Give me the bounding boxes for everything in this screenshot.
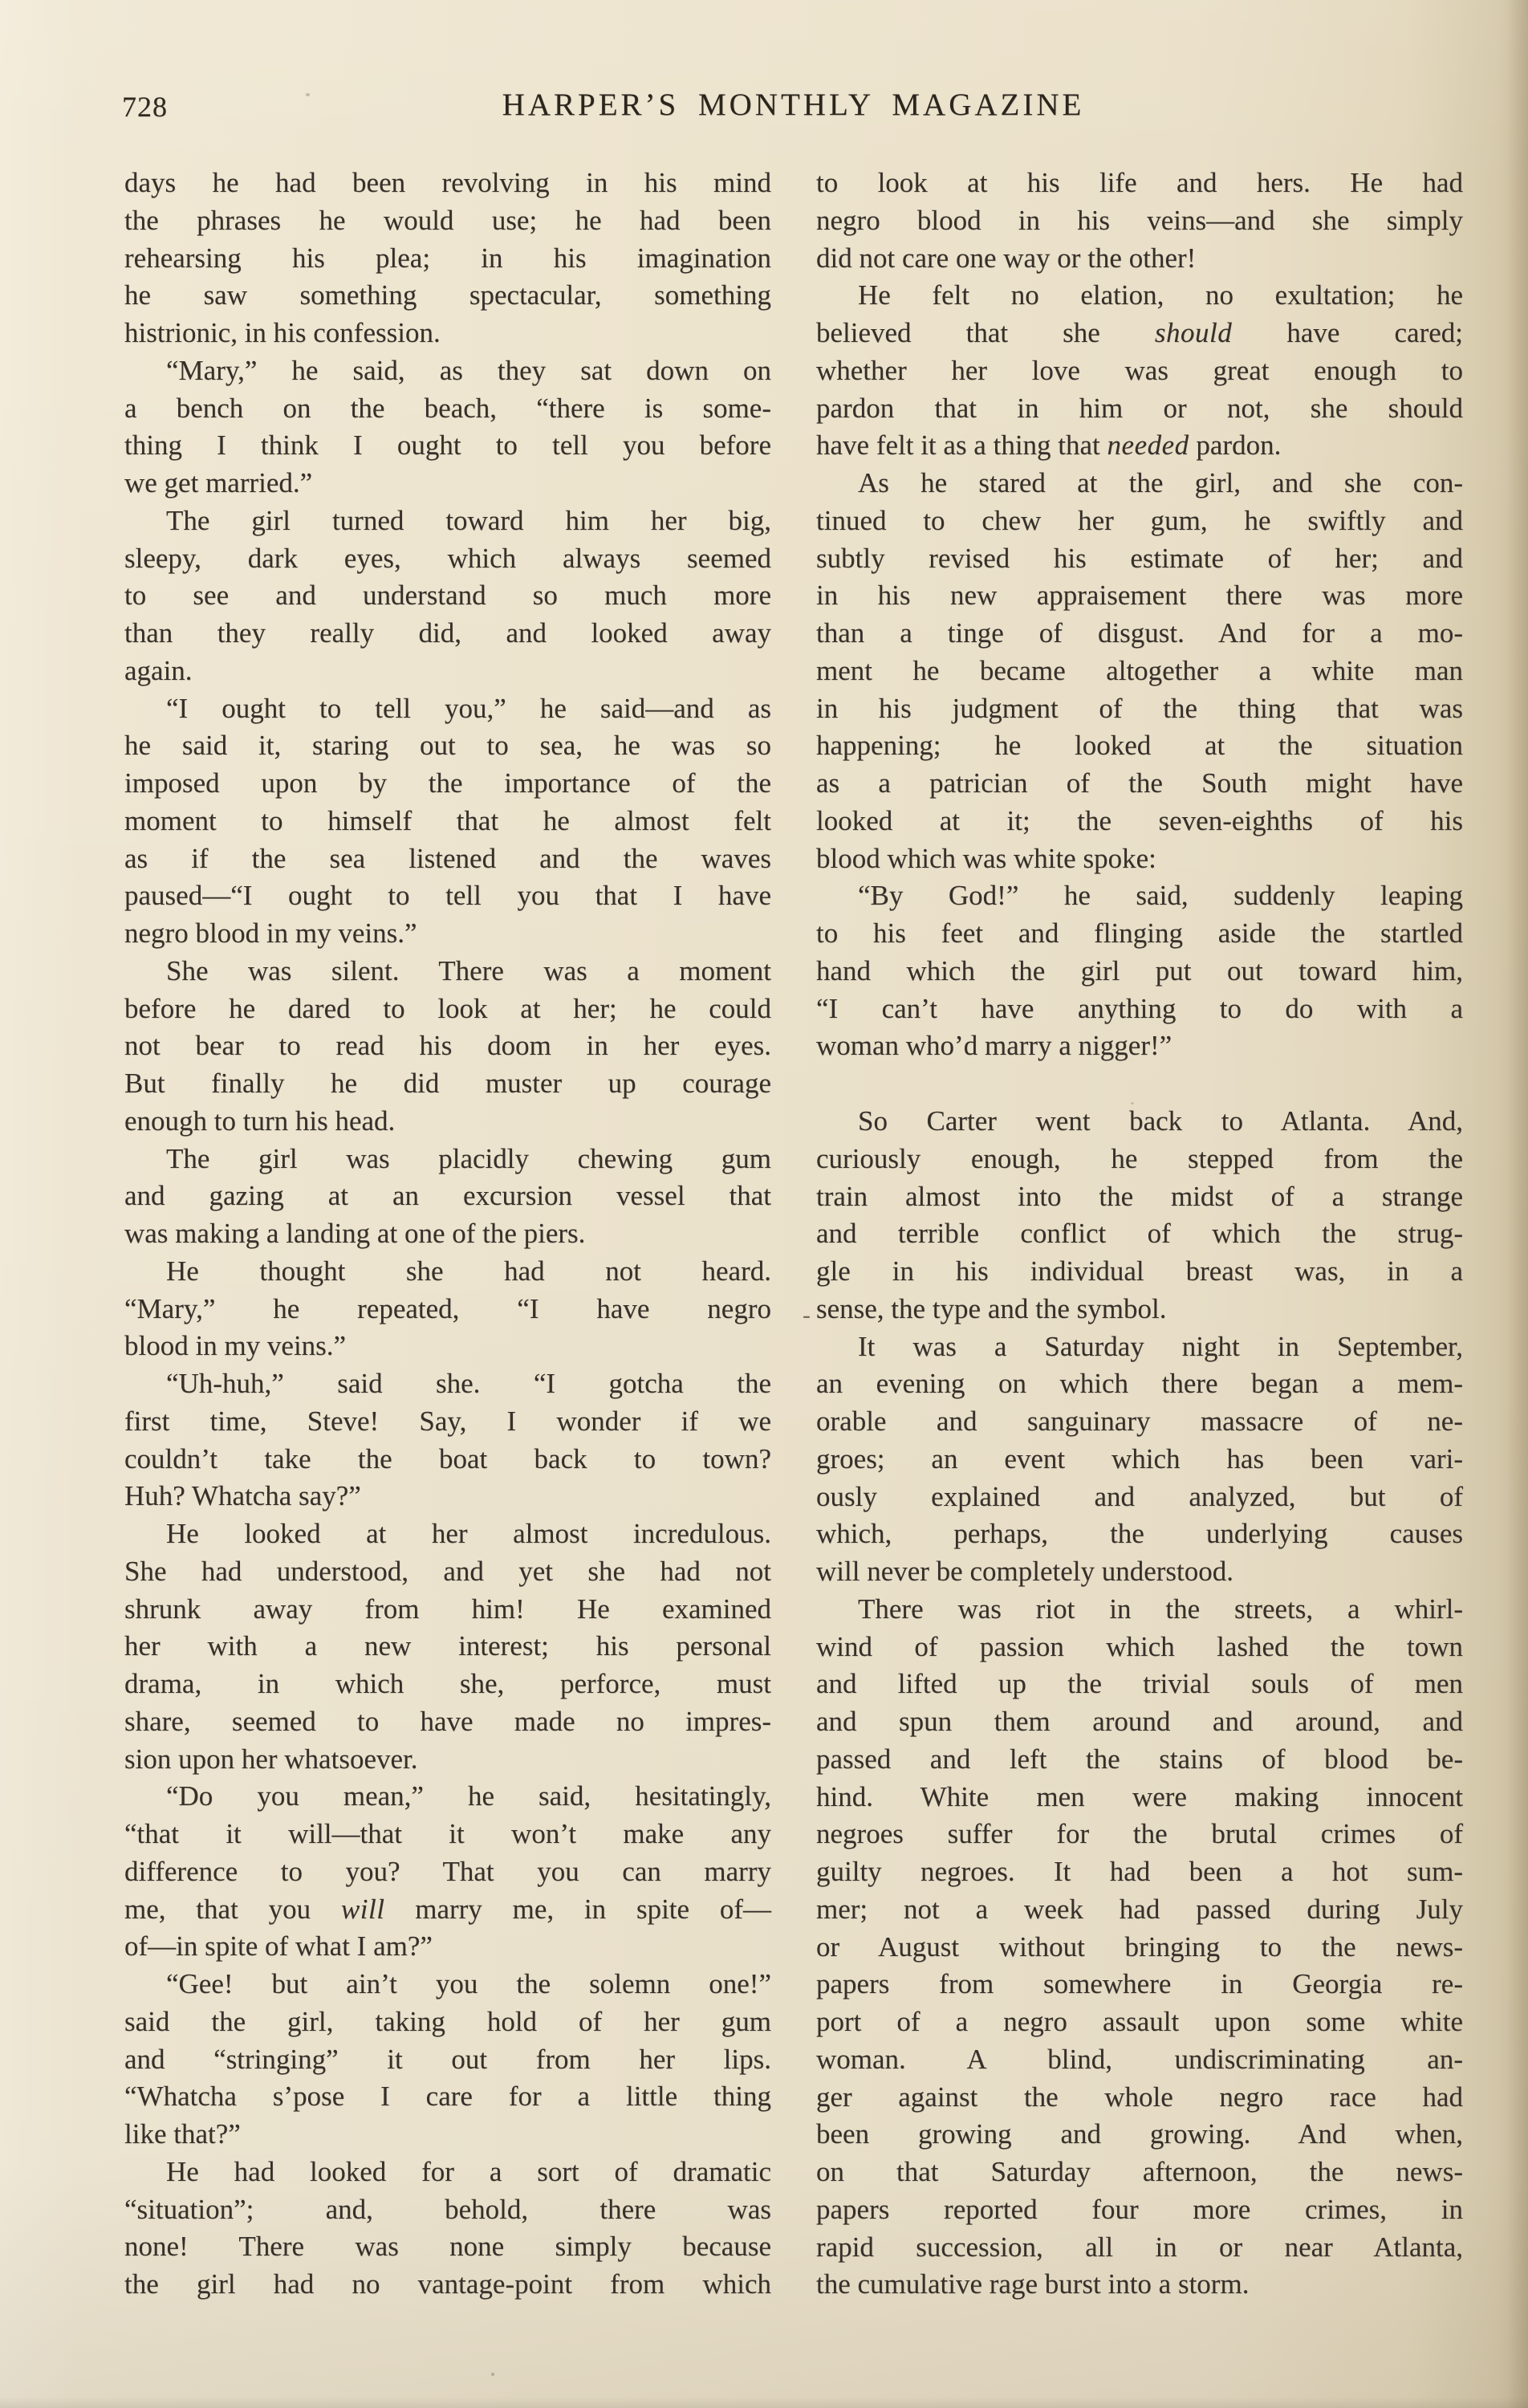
paragraph: [816, 1103, 1463, 1328]
text-line: “Uh-huh,” said she. “I gotcha the: [166, 1368, 771, 1399]
text-line: ment he became altogether a white man: [816, 654, 1463, 686]
text-line: rapid succession, all in or near Atlanta,: [816, 2231, 1463, 2263]
paragraph: [816, 1328, 1463, 1591]
paragraph: [124, 165, 771, 352]
text-line: enough to turn his head.: [124, 1104, 396, 1137]
paragraph: [816, 165, 1463, 277]
paragraph: [124, 1141, 771, 1253]
text-line: days he had been revolving in his mind: [124, 167, 771, 198]
text-line: been growing and growing. And when,: [816, 2118, 1463, 2150]
text-line: woman who’d marry a nigger!”: [816, 1030, 1172, 1062]
text-line: wind of passion which lashed the town: [816, 1630, 1463, 1662]
text-line: couldn’t take the boat back to town?: [124, 1442, 771, 1474]
text-line: me, that you will marry me, in spite of—: [124, 1893, 772, 1925]
page-edge-shadow: [1507, 0, 1528, 2408]
text-line: curiously enough, he stepped from the: [816, 1142, 1463, 1174]
text-line: drama, in which she, perforce, must: [124, 1668, 771, 1699]
text-line: and “stringing” it out from her lips.: [124, 2043, 771, 2075]
text-line: “I ought to tell you,” he said—and as: [166, 692, 771, 724]
text-line: imposed upon by the importance of the: [124, 767, 771, 799]
text-line: not bear to read his doom in her eyes.: [124, 1030, 771, 1062]
text-line: none! There was none simply because: [124, 2231, 771, 2263]
text-line: subtly revised his estimate of her; and: [816, 542, 1463, 574]
text-line: we get married.”: [124, 467, 313, 498]
text-line: of—in spite of what I am?”: [124, 1930, 433, 1963]
text-line: whether her love was great enough to: [816, 354, 1463, 386]
text-line: paused—“I ought to tell you that I have: [124, 880, 771, 912]
text-line: will never be completely understood.: [816, 1556, 1233, 1587]
text-line: her with a new interest; his personal: [124, 1630, 771, 1662]
text-line: and spun them around and around, and: [816, 1706, 1463, 1737]
text-line: in his judgment of the thing that was: [816, 692, 1463, 724]
text-line: The girl turned toward him her big,: [166, 504, 771, 536]
text-line: which, perhaps, the underlying causes: [816, 1518, 1463, 1550]
text-line: But finally he did muster up courage: [124, 1068, 771, 1099]
text-line: It was a Saturday night in September,: [858, 1330, 1463, 1362]
text-line: the girl had no vantage-point from which: [124, 2268, 771, 2300]
scan-artifact-dash: -: [803, 1302, 811, 1328]
text-line: first time, Steve! Say, I wonder if we: [124, 1405, 771, 1437]
text-line: than they really did, and looked away: [124, 617, 771, 649]
page-title: HARPER’S MONTHLY MAGAZINE: [502, 87, 1085, 122]
scan-speck: [1131, 1102, 1134, 1104]
text-line: happening; he looked at the situation: [816, 730, 1463, 762]
text-line: “By God!” he said, suddenly leaping: [858, 880, 1463, 912]
text-line: shrunk away from him! He examined: [124, 1592, 771, 1625]
scan-speck: [306, 93, 310, 96]
text-line: He thought she had not heard.: [166, 1255, 771, 1287]
text-line: before he dared to look at her; he could: [124, 992, 771, 1024]
text-line: moment to himself that he almost felt: [124, 804, 771, 836]
text-line: said the girl, taking hold of her gum: [124, 2005, 771, 2037]
paragraph: [124, 953, 771, 1141]
text-line: orable and sanguinary massacre of ne-: [816, 1405, 1463, 1437]
text-line: have felt it as a thing that needed pardon.: [816, 429, 1282, 462]
text-line: was making a landing at one of the piers.: [124, 1218, 586, 1249]
text-line: he said it, staring out to sea, he was so: [124, 730, 771, 762]
text-line: as a patrician of the South might have: [816, 767, 1463, 799]
text-line: negroes suffer for the brutal crimes of: [816, 1818, 1463, 1850]
text-line: a bench on the beach, “there is some-: [124, 392, 771, 424]
text-line: “Mary,” he repeated, “I have negro: [124, 1292, 771, 1324]
text-line: and gazing at an excursion vessel that: [124, 1180, 771, 1212]
paragraph: [816, 1591, 1463, 2304]
text-line: again.: [124, 654, 193, 686]
text-line: to his feet and flinging aside the startled: [816, 917, 1463, 949]
paragraph: [124, 1253, 771, 1365]
text-line: port of a negro assault upon some white: [816, 2006, 1463, 2037]
text-line: She was silent. There was a moment: [166, 954, 771, 986]
text-line: believed that she should have cared;: [816, 317, 1463, 348]
text-line: He had looked for a sort of dramatic: [166, 2155, 771, 2187]
text-line: share, seemed to have made no impres-: [124, 1705, 771, 1737]
text-line: So Carter went back to Atlanta. And,: [858, 1105, 1463, 1137]
text-line: The girl was placidly chewing gum: [166, 1142, 771, 1174]
text-line: looked at it; the seven-eighths of his: [816, 804, 1463, 836]
paragraph: [816, 277, 1463, 465]
text-line: to see and understand so much more: [124, 580, 771, 612]
text-line: and terrible conflict of which the strug-: [816, 1218, 1463, 1250]
text-line: and lifted up the trivial souls of men: [816, 1668, 1463, 1700]
text-line: or August without bringing to the news-: [816, 1930, 1463, 1963]
text-line: woman. A blind, undiscriminating an-: [816, 2043, 1463, 2075]
text-line: rehearsing his plea; in his imagination: [124, 242, 771, 274]
text-line: train almost into the midst of a strange: [816, 1180, 1463, 1212]
text-line: “Gee! but ain’t you the solemn one!”: [166, 1968, 771, 1999]
text-line: ger against the whole negro race had: [816, 2081, 1463, 2113]
text-line: than a tinge of disgust. And for a mo-: [816, 617, 1463, 649]
text-line: She had understood, and yet she had not: [124, 1555, 771, 1587]
text-line: hand which the girl put out toward him,: [816, 954, 1463, 986]
text-column-right: [816, 165, 1463, 2304]
page-number: 728: [122, 91, 168, 123]
text-line: blood in my veins.”: [124, 1330, 347, 1362]
text-line: mer; not a week had passed during July: [816, 1893, 1463, 1925]
text-line: like that?”: [124, 2118, 241, 2150]
text-line: the cumulative rage burst into a storm.: [816, 2268, 1250, 2300]
text-line: passed and left the stains of blood be-: [816, 1743, 1463, 1775]
text-line: an evening on which there began a mem-: [816, 1368, 1463, 1400]
scan-speck: [491, 2373, 494, 2376]
text-line: gle in his individual breast was, in a: [816, 1255, 1463, 1287]
text-line: did not care one way or the other!: [816, 242, 1197, 274]
text-line: to look at his life and hers. He had: [816, 167, 1463, 198]
text-line: difference to you? That you can marry: [124, 1855, 771, 1887]
text-line: Huh? Whatcha say?”: [124, 1480, 361, 1512]
paragraph: [124, 690, 771, 953]
text-line: As he stared at the girl, and she con-: [858, 467, 1463, 498]
text-line: sleepy, dark eyes, which always seemed: [124, 542, 771, 574]
text-line: ously explained and analyzed, but of: [816, 1480, 1463, 1512]
text-line: in his new appraisement there was more: [816, 580, 1463, 612]
text-line: There was riot in the streets, a whirl-: [858, 1592, 1463, 1625]
text-line: He felt no elation, no exultation; he: [858, 279, 1463, 311]
text-line: thing I think I ought to tell you before: [124, 429, 771, 462]
paragraph: [124, 502, 771, 690]
text-line: guilty negroes. It had been a hot sum-: [816, 1856, 1463, 1887]
paragraph: [816, 465, 1463, 877]
paragraph: [816, 877, 1463, 1065]
paragraph: [124, 1365, 771, 1515]
text-column-left: [124, 165, 771, 2304]
text-line: negro blood in my veins.”: [124, 917, 417, 949]
text-line: “that it will—that it won’t make any: [124, 1818, 771, 1849]
text-line: pardon that in him or not, she should: [816, 392, 1463, 424]
text-line: “Do you mean,” he said, hesitatingly,: [166, 1780, 771, 1812]
text-line: papers from somewhere in Georgia re-: [816, 1968, 1463, 2000]
paragraph: [124, 2154, 771, 2304]
text-line: he saw something spectacular, something: [124, 279, 771, 311]
text-line: He looked at her almost incredulous.: [166, 1518, 771, 1549]
text-line: the phrases he would use; he had been: [124, 204, 771, 236]
text-line: groes; an event which has been vari-: [816, 1442, 1463, 1474]
text-line: hind. White men were making innocent: [816, 1780, 1463, 1812]
text-line: “Whatcha s’pose I care for a little thing: [124, 2081, 771, 2113]
text-line: histrionic, in his confession.: [124, 317, 441, 348]
text-line: “situation”; and, behold, there was: [124, 2193, 771, 2225]
paragraph: [124, 1778, 771, 1966]
text-line: blood which was white spoke:: [816, 842, 1156, 874]
paragraph: [124, 1515, 771, 1778]
page-header: [124, 87, 1462, 127]
text-line: on that Saturday afternoon, the news-: [816, 2156, 1463, 2187]
paragraph: [124, 352, 771, 502]
text-line: negro blood in his veins—and she simply: [816, 204, 1463, 236]
text-line: tinued to chew her gum, he swiftly and: [816, 504, 1463, 536]
text-line: sense, the type and the symbol.: [816, 1292, 1167, 1324]
text-line: “I can’t have anything to do with a: [816, 992, 1463, 1024]
text-line: sion upon her whatsoever.: [124, 1743, 418, 1775]
text-line: “Mary,” he said, as they sat down on: [166, 354, 771, 386]
text-line: papers reported four more crimes, in: [816, 2193, 1463, 2225]
text-line: as if the sea listened and the waves: [124, 842, 771, 874]
paragraph: [124, 1966, 771, 2154]
